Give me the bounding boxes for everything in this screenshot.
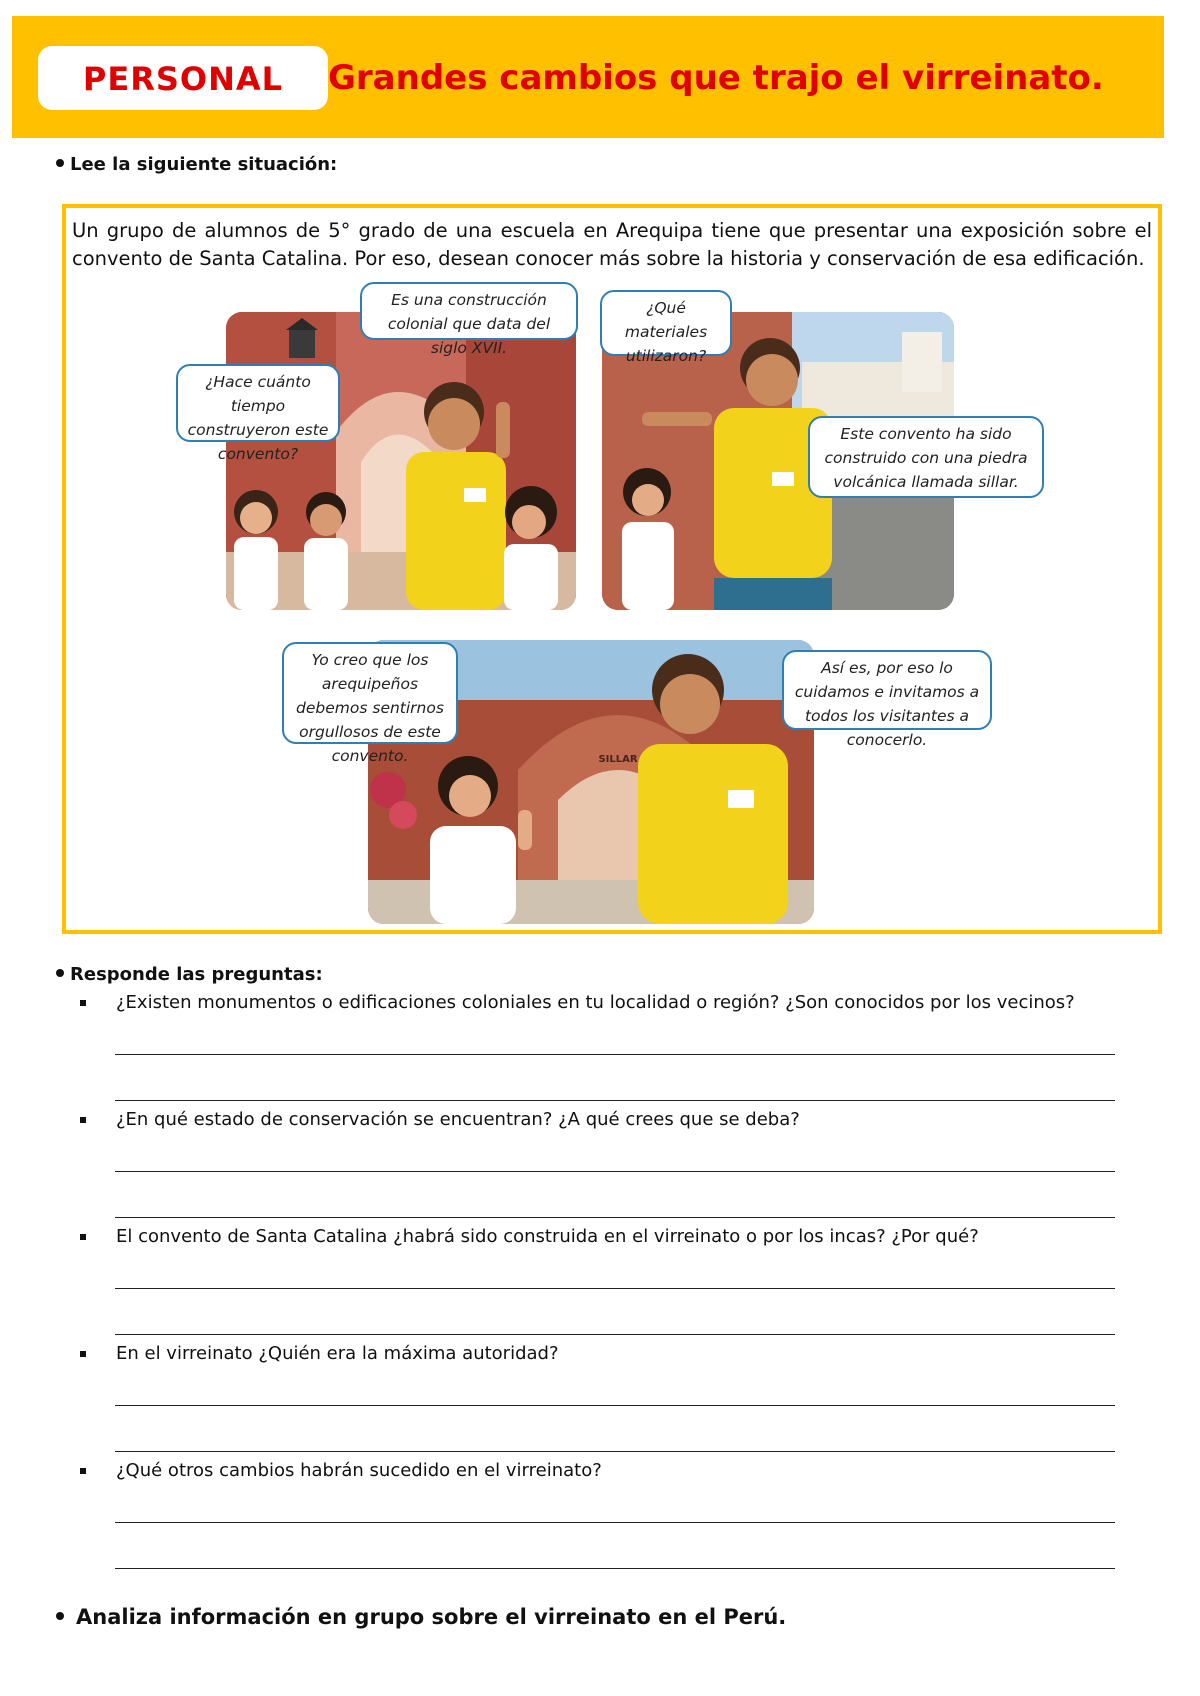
question-text: ¿Existen monumentos o edificaciones coloniales en tu localidad o región? ¿Son conocidos por los vecinos? [116, 992, 1075, 1013]
speech-bubble-2: Es una construcción colonial que data del siglo XVII. [360, 282, 578, 340]
bullet-icon [56, 159, 64, 167]
answer-line[interactable] [115, 1171, 1115, 1172]
speech-bubble-5: Yo creo que los arequipeños debemos sentirnos orgullosos de este convento. [282, 642, 458, 744]
situation-heading [56, 154, 337, 175]
square-bullet-icon [80, 1351, 86, 1357]
answer-line[interactable] [115, 1054, 1115, 1055]
situation-text: Un grupo de alumnos de 5° grado de una escuela en Arequipa tiene que presentar una exposición sobre el convento de Santa Catalina. Por eso, desean conocer más sobre la historia y conservación de esa edificación. [72, 219, 1152, 270]
footer-instruction [56, 1605, 786, 1629]
bullet-icon [56, 969, 64, 977]
answer-line[interactable] [115, 1288, 1115, 1289]
answer-line[interactable] [115, 1334, 1115, 1335]
question-text: ¿En qué estado de conservación se encuentran? ¿A qué crees que se deba? [116, 1109, 800, 1130]
sillar-sign: SILLAR [598, 754, 638, 765]
questions-heading [56, 964, 323, 985]
answer-line[interactable] [115, 1568, 1115, 1569]
section-badge [38, 46, 328, 110]
questions-heading-label: Responde las preguntas: [70, 964, 323, 985]
answer-line[interactable] [115, 1522, 1115, 1523]
speech-bubble-1: ¿Hace cuánto tiempo construyeron este convento? [176, 364, 340, 442]
badge-label: PERSONAL [82, 60, 284, 98]
bullet-icon [56, 1612, 64, 1620]
answer-line[interactable] [115, 1451, 1115, 1452]
square-bullet-icon [80, 1117, 86, 1123]
answer-line[interactable] [115, 1100, 1115, 1101]
answer-line[interactable] [115, 1405, 1115, 1406]
speech-bubble-6: Así es, por eso lo cuidamos e invitamos a todos los visitantes a conocerlo. [782, 650, 992, 730]
footer-text: Analiza información en grupo sobre el virreinato en el Perú. [76, 1605, 787, 1629]
answer-line[interactable] [115, 1217, 1115, 1218]
situation-heading-label: Lee la siguiente situación: [70, 154, 338, 175]
square-bullet-icon [80, 1000, 86, 1006]
speech-bubble-4: Este convento ha sido construido con una piedra volcánica llamada sillar. [808, 416, 1044, 498]
question-text: En el virreinato ¿Quién era la máxima autoridad? [116, 1343, 559, 1364]
question-text: El convento de Santa Catalina ¿habrá sido construida en el virreinato o por los incas? ¿Por qué? [116, 1226, 979, 1247]
square-bullet-icon [80, 1468, 86, 1474]
question-text: ¿Qué otros cambios habrán sucedido en el virreinato? [116, 1460, 602, 1481]
page-title: Grandes cambios que trajo el virreinato. [328, 58, 1104, 98]
square-bullet-icon [80, 1234, 86, 1240]
speech-bubble-3: ¿Qué materiales utilizaron? [600, 290, 732, 356]
